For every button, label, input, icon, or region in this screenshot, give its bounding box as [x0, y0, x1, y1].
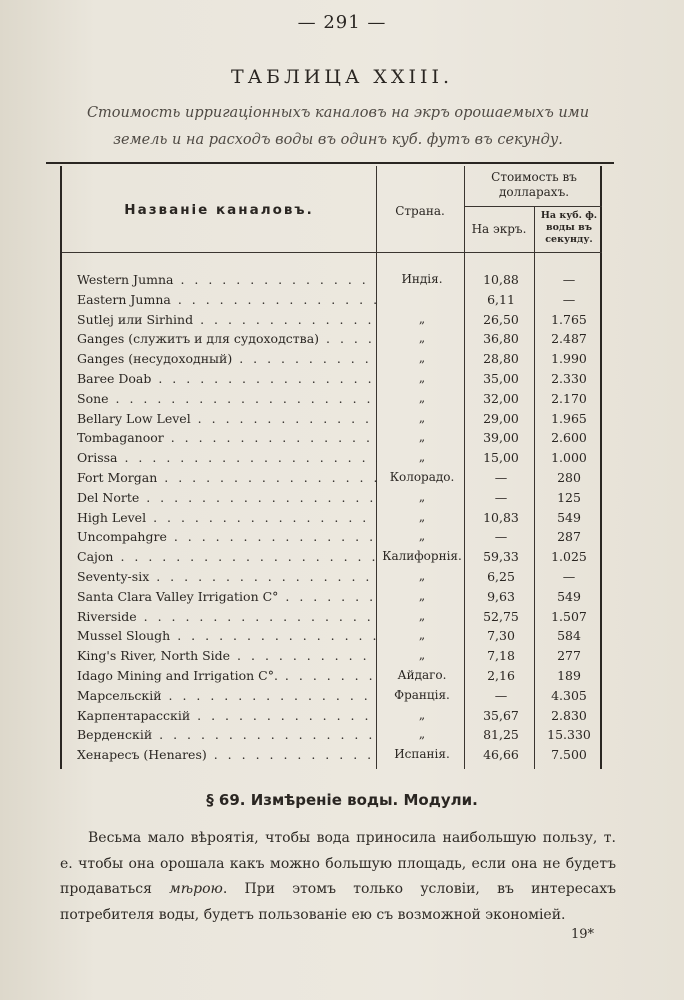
cost-per-cfs-cell: 1.000: [551, 450, 587, 466]
cost-per-acre-cell: 59,33: [483, 549, 519, 565]
table-top-rule: [46, 162, 614, 164]
cost-per-acre-cell: 9,63: [487, 588, 515, 604]
cost-per-cfs-cell: 1.507: [551, 608, 587, 624]
table-row: [62, 428, 604, 448]
cost-per-cfs-cell: 277: [557, 648, 581, 664]
cost-per-acre-cell: 7,30: [487, 628, 515, 644]
cost-per-cfs-cell: 1.965: [551, 410, 587, 426]
country-cell: Испанія.: [394, 747, 450, 762]
table-row: [62, 725, 604, 745]
cost-per-acre-cell: 36,80: [483, 331, 519, 347]
channel-name-cell: High Level . . .: [77, 510, 377, 525]
table-row: [62, 587, 604, 607]
country-cell: „: [418, 628, 426, 643]
cost-per-cfs-cell: 280: [557, 470, 581, 485]
country-cell: Индія.: [401, 272, 443, 286]
country-cell: „: [418, 430, 426, 445]
country-cell: „: [418, 529, 426, 544]
country-cell: „: [418, 351, 426, 366]
cost-per-cfs-cell: 549: [557, 588, 581, 604]
table-row: [62, 409, 604, 429]
channel-name-cell: Baree Doab . . .: [77, 371, 377, 386]
cost-per-cfs-cell: 7.500: [551, 747, 587, 763]
cost-per-cfs-cell: 4.305: [551, 687, 587, 703]
table-row: [62, 369, 604, 389]
table-row: [62, 310, 604, 330]
channel-name-cell: Ganges (служитъ и для судоходства) . . .: [77, 331, 377, 346]
cost-per-cfs-cell: 15.330: [547, 727, 591, 743]
country-cell: „: [418, 450, 426, 465]
paragraph-emphasis: мѣрою: [169, 881, 223, 897]
channel-name-cell: Ganges (несудоходный) . . .: [77, 351, 377, 366]
channel-name-cell: Хенаресъ (Henares) . . .: [77, 747, 377, 762]
page-number: — 291 —: [297, 12, 387, 33]
table-row: [62, 607, 604, 627]
cost-per-acre-cell: 32,00: [483, 390, 519, 406]
country-cell: „: [418, 311, 426, 326]
country-cell: „: [418, 410, 426, 425]
cost-per-acre-cell: 10,83: [483, 509, 519, 525]
cost-per-cfs-cell: 1.025: [551, 549, 587, 565]
table-row: [62, 527, 604, 547]
cost-table: [60, 166, 602, 769]
cost-per-cfs-cell: 1.990: [551, 351, 587, 367]
table-row: [62, 468, 604, 488]
cost-per-cfs-cell: 1.765: [551, 311, 587, 327]
cost-per-acre-cell: 7,18: [487, 648, 515, 664]
table-row: [62, 349, 604, 369]
cost-per-cfs-cell: —: [562, 569, 576, 584]
channel-name-cell: Tombaganoor . . .: [77, 430, 377, 445]
country-cell: „: [418, 569, 426, 583]
country-cell: „: [418, 371, 426, 385]
cost-per-acre-cell: —: [494, 470, 508, 485]
cost-per-acre-cell: 29,00: [483, 410, 519, 426]
table-row: [62, 508, 604, 528]
channel-name-cell: Марсельскій . . .: [77, 688, 377, 703]
channel-name-cell: Riverside . . .: [77, 609, 377, 624]
country-cell: Айдаго.: [397, 668, 447, 682]
cost-per-acre-cell: 35,67: [483, 707, 519, 723]
cost-per-cfs-cell: 287: [557, 529, 581, 545]
channel-name-cell: Uncompahgre . . .: [77, 529, 377, 544]
cost-per-acre-cell: 26,50: [483, 311, 519, 327]
cost-per-acre-cell: 81,25: [483, 727, 519, 743]
cost-per-cfs-cell: 189: [557, 668, 581, 683]
country-cell: „: [418, 331, 426, 346]
channel-name-cell: Del Norte . . .: [77, 490, 377, 505]
cost-per-cfs-cell: 2.487: [551, 331, 587, 347]
cost-per-acre-cell: 15,00: [483, 450, 519, 466]
channel-name-cell: Верденскій . . .: [77, 727, 377, 742]
table-row: [62, 626, 604, 646]
country-cell: „: [418, 489, 426, 504]
channel-name-cell: Fort Morgan . . .: [77, 470, 377, 485]
body-paragraph: [60, 826, 616, 928]
cost-per-acre-cell: —: [494, 489, 508, 505]
channel-name-cell: Santa Clara Valley Irrigation C° . . .: [77, 589, 377, 604]
cost-per-cfs-cell: 2.170: [551, 390, 587, 406]
country-cell: Франція.: [394, 687, 450, 702]
cost-per-cfs-cell: 2.330: [551, 371, 587, 386]
cost-per-acre-cell: 6,25: [487, 569, 515, 584]
table-row: [62, 706, 604, 726]
channel-name-cell: King's River, North Side . . .: [77, 648, 377, 663]
header-rule: [464, 206, 602, 207]
header-per-cfs: На куб. ф. воды въ секунду.: [540, 210, 598, 245]
header-channel-name: Названіе каналовъ.: [124, 202, 314, 218]
table-row: [62, 290, 604, 310]
channel-name-cell: Bellary Low Level . . .: [77, 411, 377, 426]
cost-per-cfs-cell: 584: [557, 628, 581, 644]
country-cell: „: [418, 707, 426, 722]
channel-name-cell: Sutlej или Sirhind . . .: [77, 312, 377, 327]
country-cell: „: [418, 608, 426, 623]
channel-name-cell: Eastern Jumna . . .: [77, 292, 377, 307]
table-row: [62, 666, 604, 686]
cost-per-cfs-cell: —: [562, 272, 576, 287]
table-subtitle: Стоимость ирригаціонныхъ каналовъ на экръ орошаемыхъ ими земель и на расходъ воды въ одинъ куб. футъ въ секунду.: [86, 105, 590, 148]
cost-per-acre-cell: —: [494, 529, 508, 545]
signature-mark: 19*: [570, 927, 594, 942]
header-per-acre: На экръ.: [471, 222, 527, 236]
cost-per-cfs-cell: 2.600: [551, 430, 587, 446]
cost-per-acre-cell: 39,00: [483, 430, 519, 446]
country-cell: „: [418, 390, 426, 405]
channel-name-cell: Cajon . . .: [77, 549, 377, 564]
channel-name-cell: Idago Mining and Irrigation C°. . . .: [77, 668, 377, 683]
table-row: [62, 745, 604, 765]
table-row: [62, 567, 604, 587]
cost-per-acre-cell: 6,11: [487, 291, 515, 307]
cost-per-acre-cell: 28,80: [483, 351, 519, 367]
channel-name-cell: Seventy-six . . .: [77, 569, 377, 584]
table-row: [62, 389, 604, 409]
channel-name-cell: Карпентарасскій . . .: [77, 708, 377, 723]
channel-name-cell: Sone . . .: [77, 391, 377, 406]
channel-name-cell: Orissa . . .: [77, 450, 377, 465]
cost-per-acre-cell: 35,00: [483, 371, 519, 386]
cost-per-acre-cell: —: [494, 687, 508, 703]
channel-name-cell: Mussel Slough . . .: [77, 628, 377, 643]
country-cell: „: [418, 509, 426, 524]
cost-per-cfs-cell: 2.830: [551, 707, 587, 723]
cost-per-acre-cell: 10,88: [483, 272, 519, 287]
table-row: [62, 547, 604, 567]
cost-per-cfs-cell: —: [562, 291, 576, 307]
cost-per-cfs-cell: 125: [557, 489, 581, 505]
table-row: [62, 488, 604, 508]
table-row: [62, 686, 604, 706]
table-row: [62, 448, 604, 468]
header-rule: [62, 252, 602, 253]
country-cell: „: [418, 727, 426, 742]
header-country: Страна.: [395, 204, 445, 218]
header-cost: Стоимость въ долларахъ.: [491, 170, 577, 199]
cost-per-acre-cell: 46,66: [483, 747, 519, 763]
channel-name-cell: Western Jumna . . .: [77, 272, 377, 287]
paragraph-text: Весьма мало вѣроятія, чтобы вода приносила наибольшую пользу, т. е. чтобы она орошала какъ можно большую площадь, если она не будетъ продаваться: [60, 830, 616, 897]
cost-per-acre-cell: 2,16: [487, 668, 515, 683]
paragraph-text: . При этомъ только условіи, въ интересахъ потребителя воды, будетъ пользованіе ею съ возможной экономіей.: [60, 881, 616, 923]
country-cell: „: [418, 648, 426, 663]
section-heading: § 69. Измѣреніе воды. Модули.: [206, 791, 478, 809]
table-row: [62, 270, 604, 290]
table-row: [62, 646, 604, 666]
table-row: [62, 329, 604, 349]
country-cell: Калифорнія.: [382, 549, 462, 564]
country-cell: „: [418, 588, 426, 603]
cost-per-cfs-cell: 549: [557, 509, 581, 525]
table-title: ТАБЛИЦА XXIII.: [230, 66, 454, 88]
cost-per-acre-cell: 52,75: [483, 608, 519, 624]
country-cell: Колорадо.: [389, 470, 455, 484]
